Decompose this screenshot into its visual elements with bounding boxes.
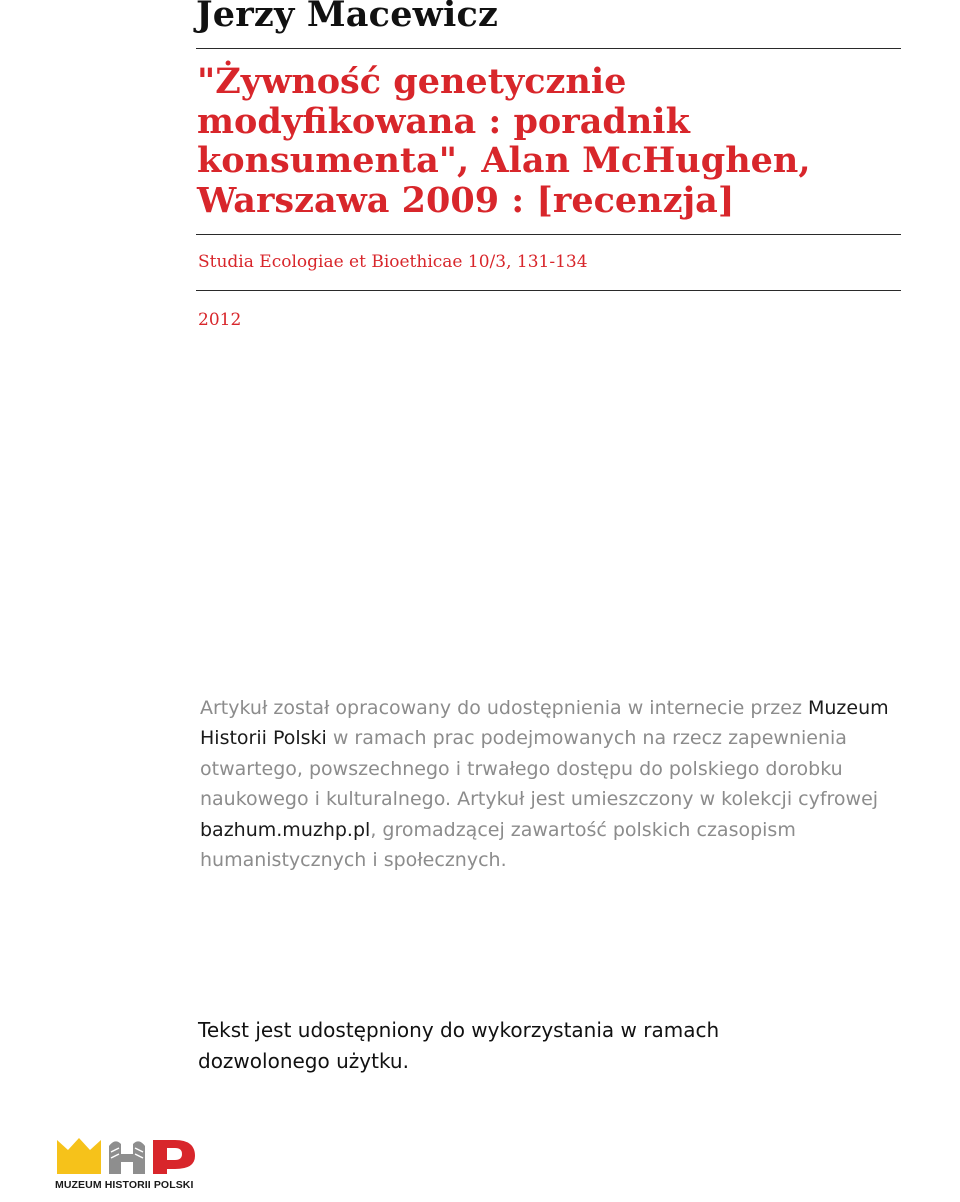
availability-notice	[200, 693, 900, 875]
usage-notice: Tekst jest udostępniony do wykorzystania w ramach dozwolonego użytku.	[198, 1018, 720, 1073]
notice-text-2: w ramach prac podejmowanych na rzecz zapewnienia otwartego, powszechnego i trwałego dostępu do polskiego dorobku naukowego i kulturalnego. Artykuł jest umieszczony w kolekcji cyfrowej	[200, 727, 879, 811]
logo-m-shape	[57, 1138, 101, 1174]
logo-caption: MUZEUM HISTORII POLSKI	[55, 1179, 194, 1191]
collection-link[interactable]: bazhum.muzhp.pl	[200, 818, 371, 841]
article-title: "Żywność genetycznie modyfikowana : poradnik konsumenta", Alan McHughen, Warszawa 2009 : [recenzja]	[197, 61, 811, 221]
logo-h-shape	[109, 1141, 145, 1174]
logo-p-counter	[167, 1148, 182, 1160]
divider-top	[196, 48, 901, 49]
divider-middle	[196, 234, 901, 235]
museum-logo-icon	[55, 1136, 205, 1178]
museum-name: Muzeum Historii Polski	[200, 697, 889, 750]
author-name: Jerzy Macewicz	[196, 0, 499, 35]
museum-logo	[55, 1136, 205, 1194]
journal-source: Studia Ecologiae et Bioethicae 10/3, 131-134	[198, 252, 588, 272]
publication-year: 2012	[198, 310, 242, 330]
notice-text-1: Artykuł został opracowany do udostępnienia w internecie przez	[200, 697, 808, 719]
notice-text-3: , gromadzącej zawartość polskich czasopism humanistycznych i społecznych.	[200, 818, 796, 872]
divider-bottom	[196, 290, 901, 291]
